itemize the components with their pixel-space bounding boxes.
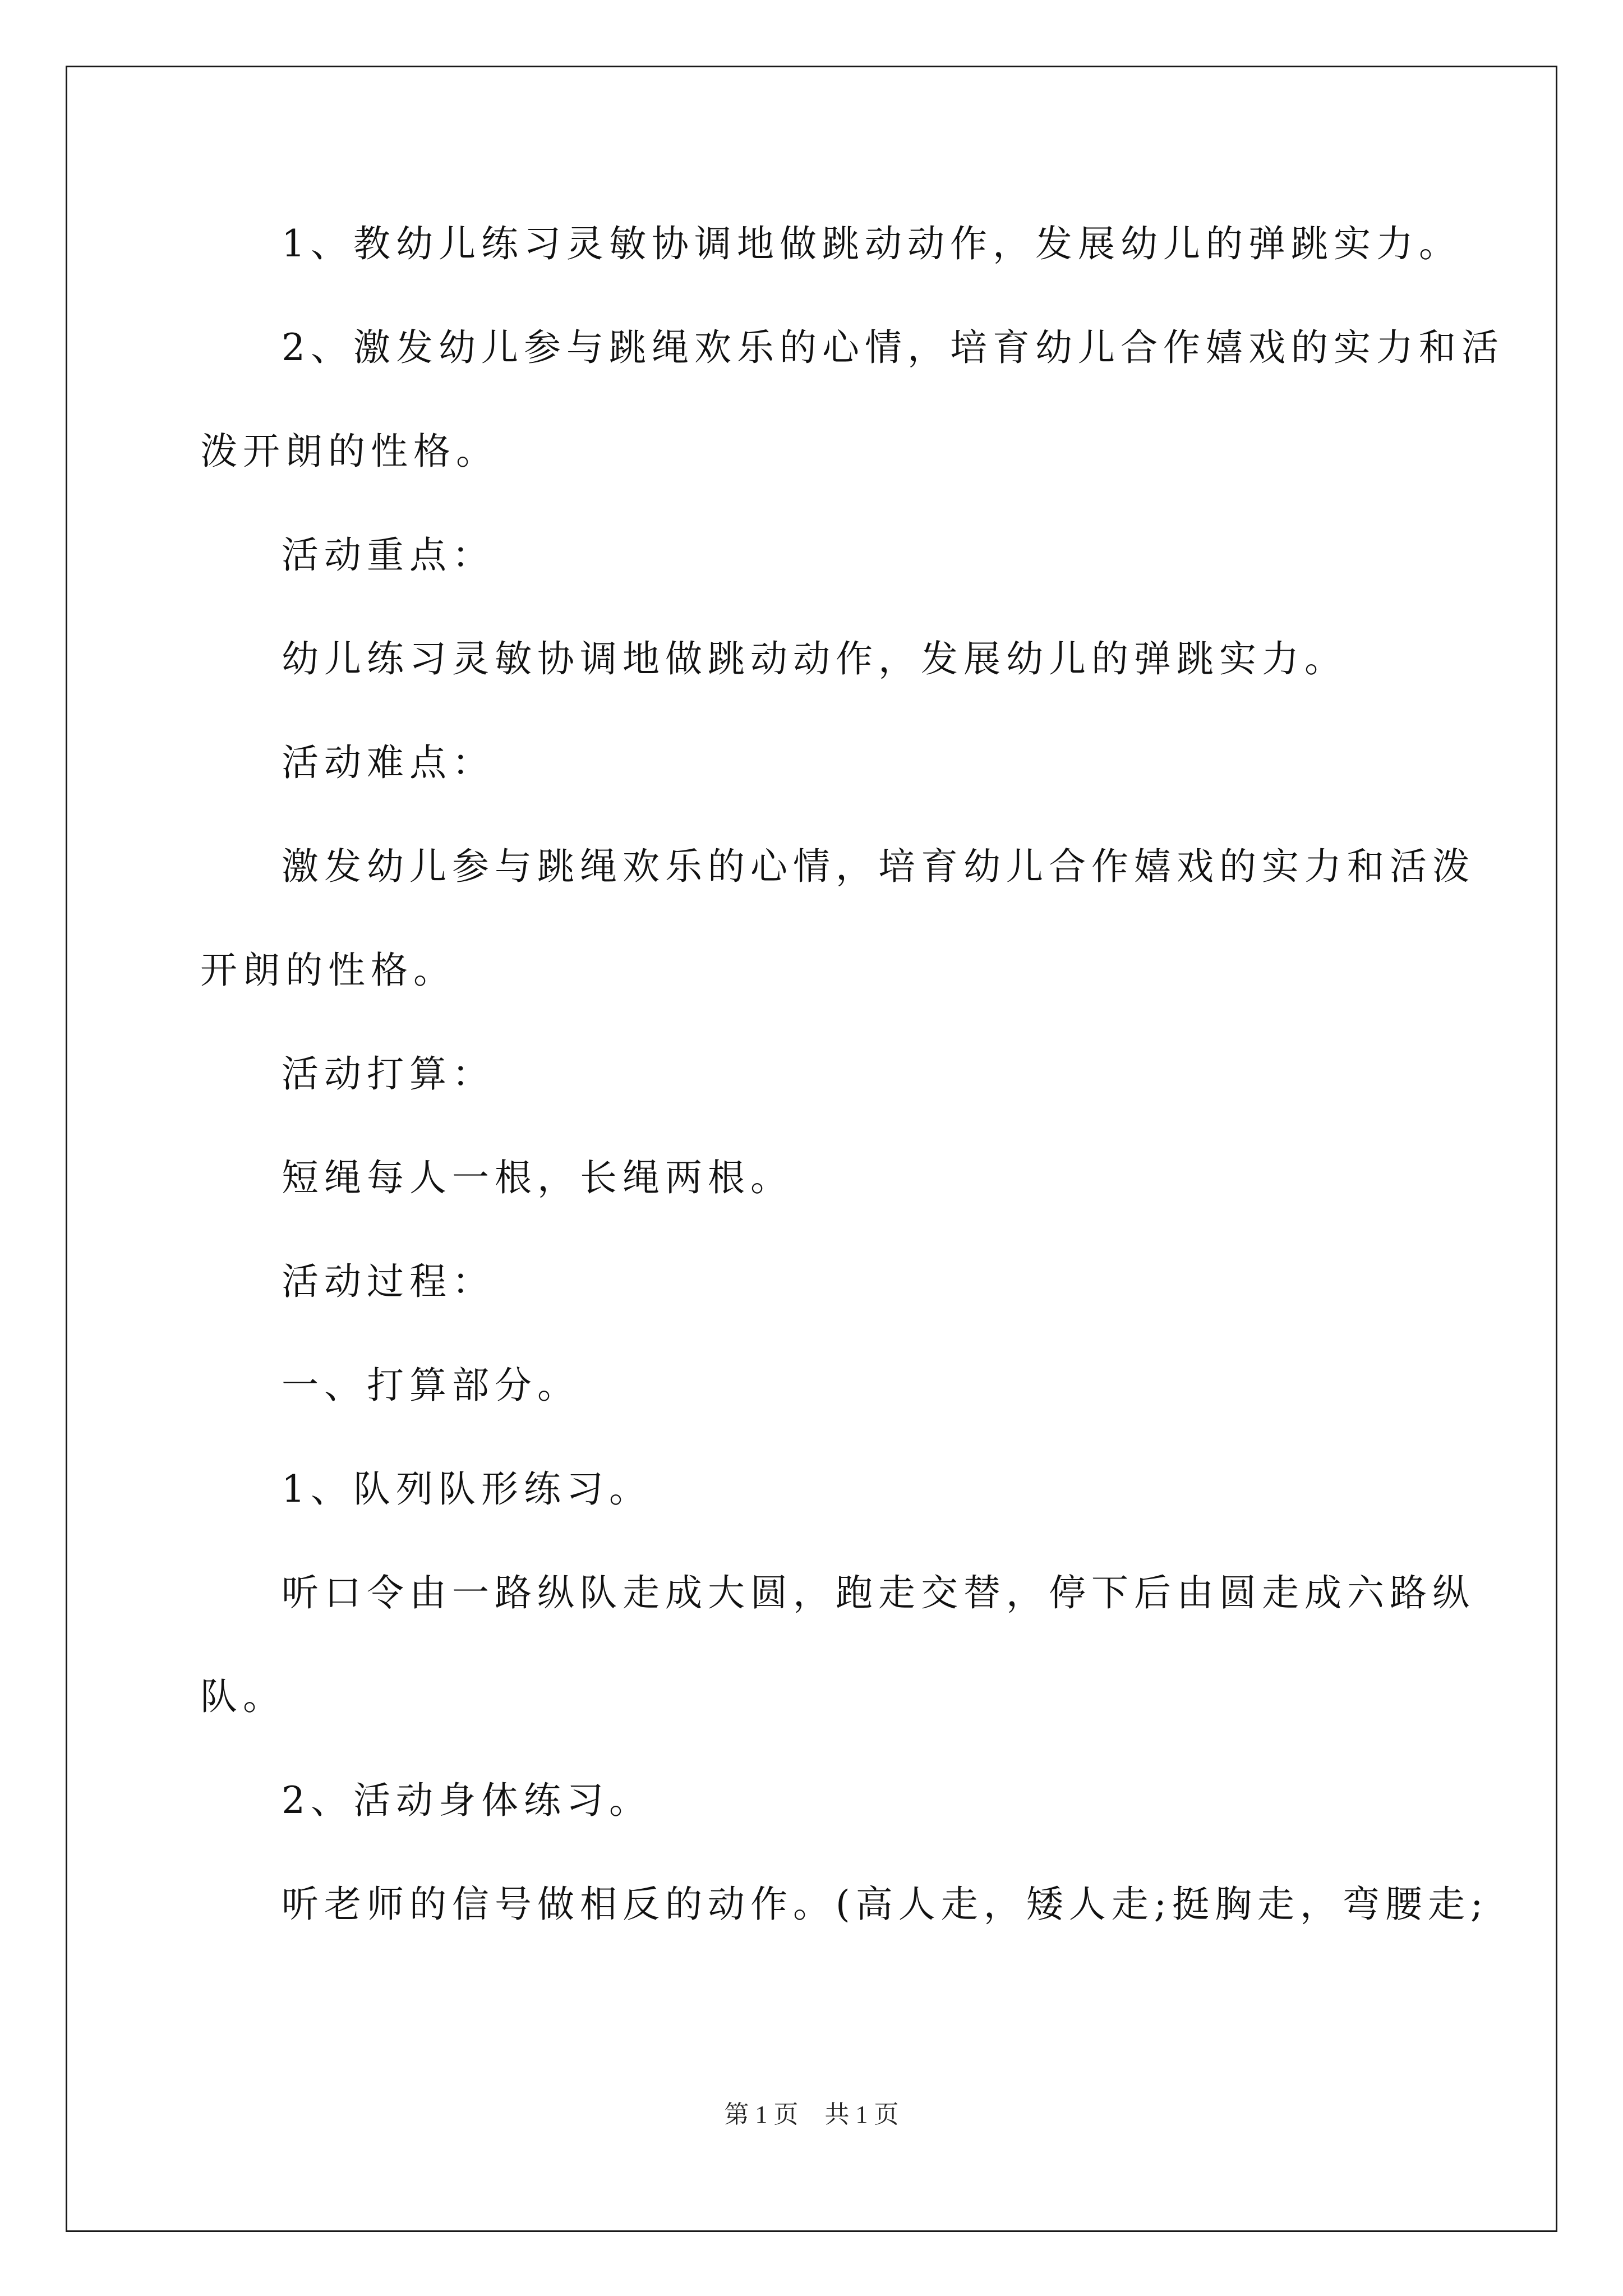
paragraph-line-15: 队。 [200, 1675, 285, 1718]
page-number: 第 1 页 [724, 2101, 799, 2128]
page-total: 共 1 页 [824, 2101, 899, 2128]
paragraph-line-5: 幼儿练习灵敏协调地做跳动动作，发展幼儿的弹跳实力。 [282, 637, 1347, 680]
section-heading-key-point: 活动重点： [282, 533, 495, 577]
paragraph-line-14: 听口令由一路纵队走成大圆，跑走交替，停下后由圆走成六路纵 [282, 1571, 1475, 1614]
paragraph-line-1: 1、教幼儿练习灵敏协调地做跳动动作，发展幼儿的弹跳实力。 [282, 222, 1461, 265]
paragraph-line-16: 2、活动身体练习。 [282, 1779, 652, 1822]
paragraph-line-13: 1、队列队形练习。 [282, 1467, 652, 1511]
paragraph-line-10: 短绳每人一根，长绳两根。 [282, 1156, 793, 1199]
paragraph-line-2: 2、激发幼儿参与跳绳欢乐的心情，培育幼儿合作嬉戏的实力和活 [282, 326, 1504, 369]
paragraph-line-17: 听老师的信号做相反的动作。(高人走，矮人走;挺胸走，弯腰走; [282, 1883, 1489, 1926]
paragraph-line-3: 泼开朗的性格。 [200, 430, 499, 473]
paragraph-line-12: 一、打算部分。 [282, 1364, 580, 1407]
section-heading-process: 活动过程： [282, 1260, 495, 1303]
paragraph-line-8: 开朗的性格。 [200, 949, 456, 992]
section-heading-preparation: 活动打算： [282, 1052, 495, 1096]
section-heading-difficulty: 活动难点： [282, 741, 495, 784]
page-footer [0, 2098, 1623, 2132]
paragraph-line-7: 激发幼儿参与跳绳欢乐的心情，培育幼儿合作嬉戏的实力和活泼 [282, 845, 1475, 888]
